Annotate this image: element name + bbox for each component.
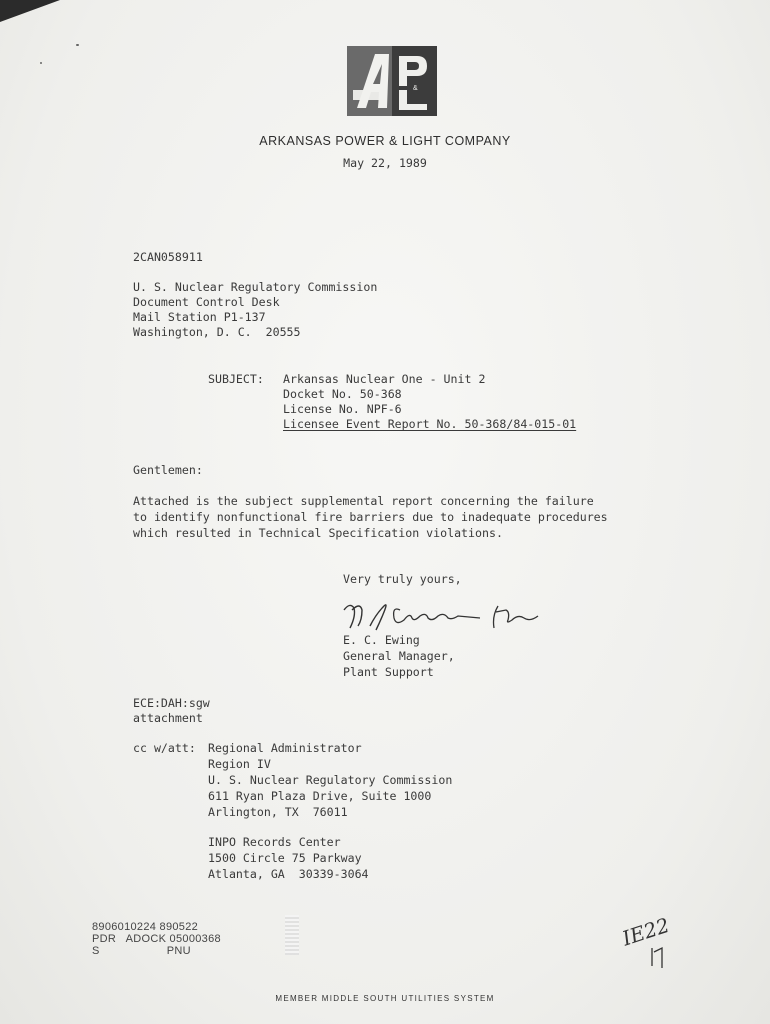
subject-label: SUBJECT: (208, 372, 264, 386)
enclosure-note: attachment (133, 711, 203, 725)
scan-speck (76, 44, 79, 46)
signer-name: E. C. Ewing (343, 633, 420, 647)
recipient-line: U. S. Nuclear Regulatory Commission (133, 280, 378, 294)
cc-address-line: Region IV (208, 757, 271, 771)
company-name: ARKANSAS POWER & LIGHT COMPANY (259, 134, 511, 148)
document-stamp-line: PDR ADOCK 05000368 (92, 933, 221, 945)
letter-date: May 22, 1989 (343, 156, 427, 170)
recipient-line: Washington, D. C. 20555 (133, 325, 301, 339)
recipient-line: Document Control Desk (133, 295, 280, 309)
signer-title: General Manager, (343, 649, 455, 663)
handwritten-mark-text: IE22 (619, 912, 673, 951)
subject-line: Arkansas Nuclear One - Unit 2 (283, 372, 486, 386)
cc-address-line: 611 Ryan Plaza Drive, Suite 1000 (208, 789, 432, 803)
subject-line: Docket No. 50-368 (283, 387, 402, 401)
cc-address-line: Atlanta, GA 30339-3064 (208, 867, 369, 881)
svg-text:&: & (413, 85, 418, 92)
document-stamp-line: 8906010224 890522 (92, 921, 199, 933)
body-line: Attached is the subject supplemental report concerning the failure (133, 494, 594, 508)
subject-line-ler: Licensee Event Report No. 50-368/84-015-01 (283, 417, 577, 431)
company-logo (347, 46, 437, 116)
recipient-line: Mail Station P1-137 (133, 310, 266, 324)
scan-speck (40, 62, 42, 64)
handwritten-mark (618, 908, 678, 972)
stamp-barcode (285, 915, 299, 955)
subject-line: License No. NPF-6 (283, 402, 402, 416)
salutation: Gentlemen: (133, 463, 203, 477)
footer-membership: MEMBER MIDDLE SOUTH UTILITIES SYSTEM (275, 994, 495, 1003)
signer-title: Plant Support (343, 665, 434, 679)
cc-address-line: Regional Administrator (208, 741, 362, 755)
cc-address-line: INPO Records Center (208, 835, 341, 849)
document-stamp-line: S PNU (92, 945, 191, 957)
handwritten-signature (340, 596, 550, 636)
reference-number: 2CAN058911 (133, 250, 203, 264)
scan-corner-shadow (0, 0, 60, 22)
valediction: Very truly yours, (343, 572, 462, 586)
cc-label: cc w/att: (133, 741, 196, 755)
body-line: to identify nonfunctional fire barriers due to inadequate procedures (133, 510, 608, 524)
body-line: which resulted in Technical Specification violations. (133, 526, 503, 540)
cc-address-line: U. S. Nuclear Regulatory Commission (208, 773, 453, 787)
cc-address-line: Arlington, TX 76011 (208, 805, 348, 819)
cc-address-line: 1500 Circle 75 Parkway (208, 851, 362, 865)
initials: ECE:DAH:sgw (133, 696, 210, 710)
